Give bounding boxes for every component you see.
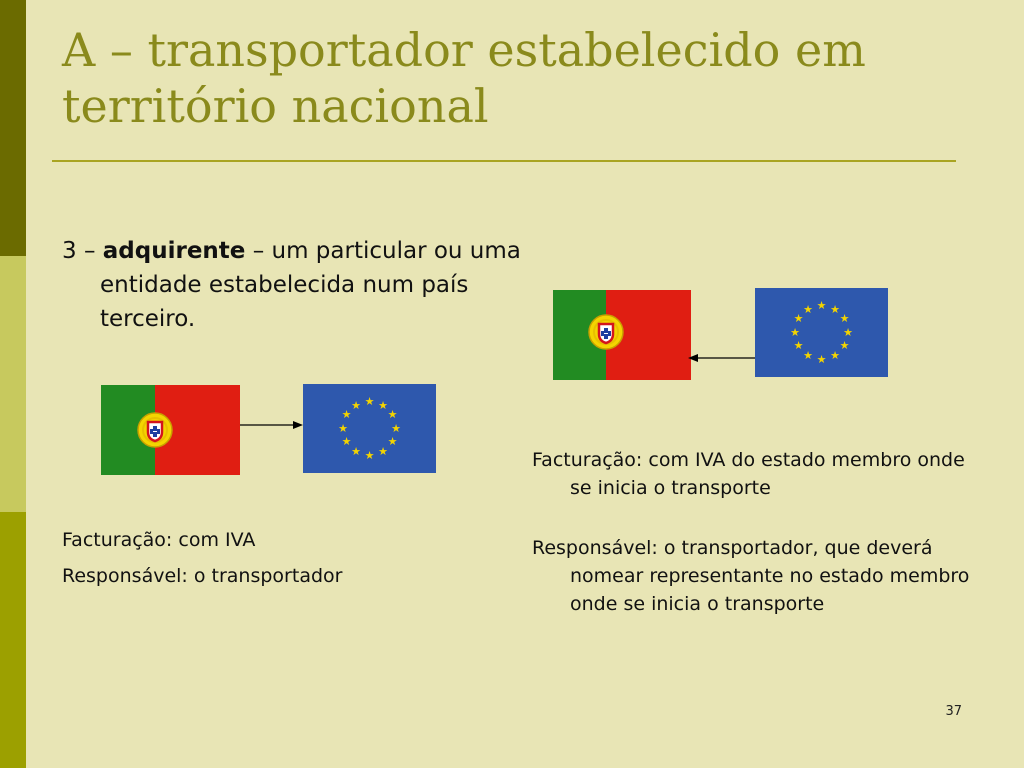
svg-text:★: ★ [364, 449, 375, 462]
bullet-point [62, 234, 540, 336]
right-facturacao: Facturação: com IVA do estado membro onde se inicia o transporte [532, 449, 965, 499]
svg-text:★: ★ [793, 312, 804, 325]
svg-text:★: ★ [816, 353, 827, 366]
slide-title: A – transportador estabelecido em território nacional [62, 23, 866, 133]
svg-text:★: ★ [351, 399, 361, 412]
svg-text:★: ★ [803, 349, 813, 362]
svg-text:★: ★ [351, 445, 361, 458]
svg-text:★: ★ [830, 349, 840, 362]
svg-text:★: ★ [830, 303, 840, 316]
svg-text:★: ★ [341, 408, 352, 421]
portugal-flag-icon [553, 290, 691, 380]
svg-text:★: ★ [378, 399, 388, 412]
portugal-flag-icon [101, 385, 240, 475]
point-bold: adquirente [102, 238, 246, 264]
svg-text:★: ★ [839, 339, 850, 352]
svg-text:★: ★ [793, 339, 804, 352]
svg-text:★: ★ [387, 408, 398, 421]
point-prefix: 3 – [62, 238, 103, 264]
svg-text:★: ★ [843, 326, 853, 339]
arrow-left-icon [687, 351, 755, 365]
svg-text:★: ★ [839, 312, 850, 325]
svg-text:★: ★ [803, 303, 813, 316]
svg-text:★: ★ [790, 326, 800, 339]
right-responsavel: Responsável: o transportador, que deverá nomear representante no estado membro onde se inicia o transporte [532, 537, 970, 615]
eu-flag-icon [755, 288, 888, 377]
arrow-right-icon [240, 418, 304, 432]
eu-flag-icon [303, 384, 436, 473]
title-divider [52, 160, 956, 162]
svg-text:★: ★ [338, 422, 348, 435]
svg-text:★: ★ [816, 299, 827, 312]
sidebar-stripe-middle [0, 256, 26, 512]
sidebar-stripe-top [0, 0, 26, 256]
svg-text:★: ★ [341, 435, 352, 448]
page-number: 37 [945, 704, 962, 719]
left-responsavel: Responsável: o transportador [62, 565, 343, 587]
svg-text:★: ★ [378, 445, 388, 458]
point-text: – um particular ou uma entidade estabelecida num país terceiro. [100, 238, 521, 332]
svg-text:★: ★ [387, 435, 398, 448]
sidebar-stripe-bottom [0, 512, 26, 768]
svg-text:★: ★ [391, 422, 401, 435]
left-facturacao: Facturação: com IVA [62, 529, 256, 551]
svg-text:★: ★ [364, 395, 375, 408]
